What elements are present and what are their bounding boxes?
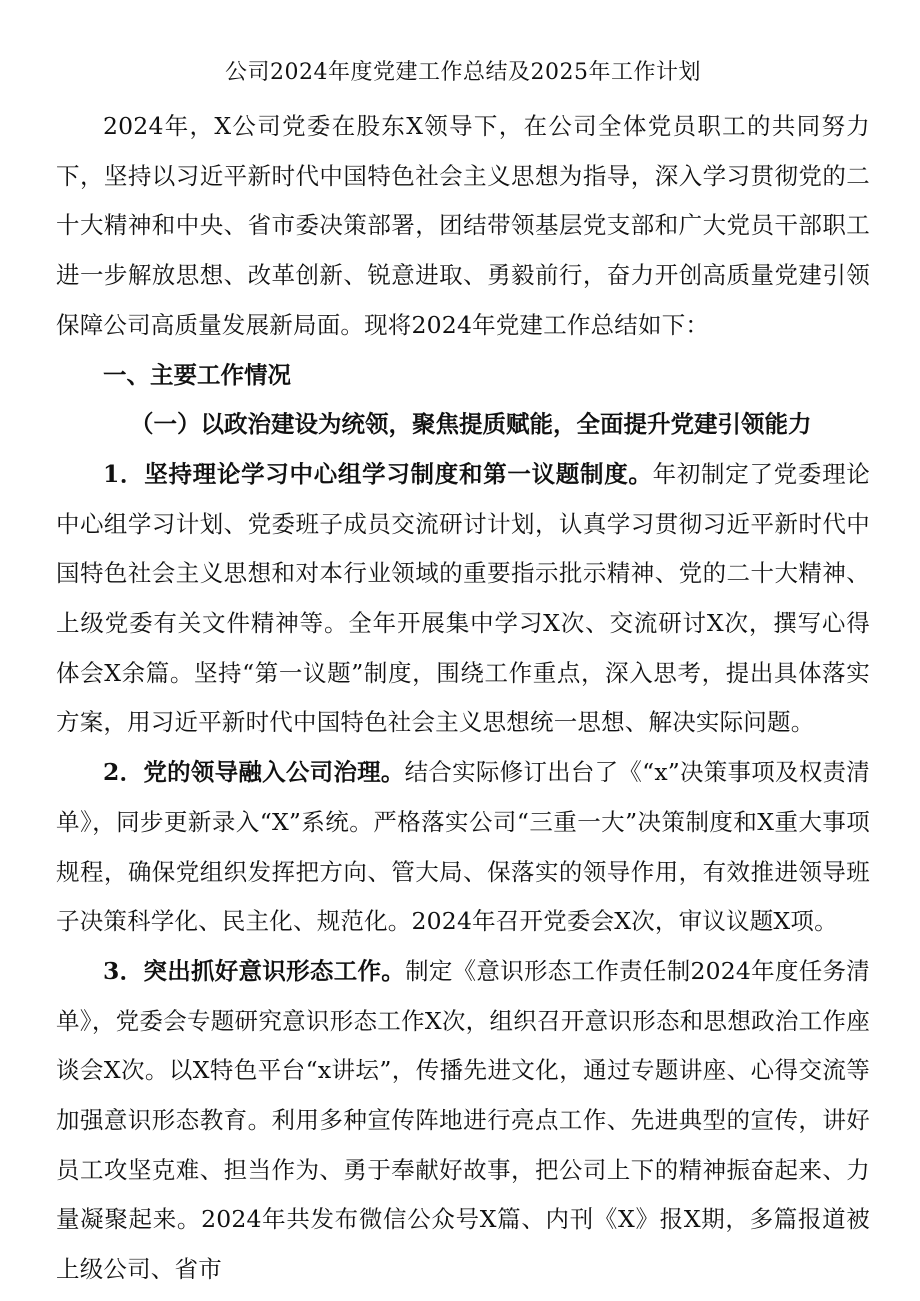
item-body-3: 制定《意识形态工作责任制2024年度任务清单》，党委会专题研究意识形态工作X次，组织召开意识形态和思想政治工作座谈会X次。以X特色平台“x讲坛”，传播先进文化，通过专题讲座、心得交流等加强意识形态教育。利用多种宣传阵地进行亮点工作、先进典型的宣传，讲好员工攻坚克难、担当作为、勇于奉献好故事，把公司上下的精神振奋起来、力量凝聚起来。2024年共发布微信公众号X篇、内刊《X》报X期，多篇报道被上级公司、省市: [56, 956, 871, 1284]
item-lead-3: 3．突出抓好意识形态工作。: [103, 956, 406, 985]
item-body-1: 年初制定了党委理论中心组学习计划、党委班子成员交流研讨计划，认真学习贯彻习近平新时代中国特色社会主义思想和对本行业领域的重要指示批示精神、党的二十大精神、上级党委有关文件精神等。全年开展集中学习X次、交流研讨X次，撰写心得体会X余篇。坚持“第一议题”制度，围绕工作重点，深入思考，提出具体落实方案，用习近平新时代中国特色社会主义思想统一思想、解决实际问题。: [56, 459, 870, 737]
item-paragraph-1: [56, 450, 870, 748]
item-paragraph-2: [56, 748, 870, 947]
section-heading: 一、主要工作情况: [103, 360, 291, 389]
item-lead-2: 2．党的领导融入公司治理。: [103, 758, 405, 787]
intro-paragraph: 2024年，X公司党委在股东X领导下，在公司全体党员职工的共同努力下，坚持以习近平新时代中国特色社会主义思想为指导，深入学习贯彻党的二十大精神和中央、省市委决策部署，团结带领基层党支部和广大党员干部职工进一步解放思想、改革创新、锐意进取、勇毅前行，奋力开创高质量党建引领保障公司高质量发展新局面。现将2024年党建工作总结如下：: [56, 112, 870, 339]
item-lead-1: 1．坚持理论学习中心组学习制度和第一议题制度。: [103, 459, 653, 488]
document-title: 公司2024年度党建工作总结及2025年工作计划: [225, 60, 701, 85]
item-paragraph-3: [56, 947, 870, 1295]
item-body-2: 结合实际修订出台了《“x”决策事项及权责清单》，同步更新录入“X”系统。严格落实公司“三重一大”决策制度和X重大事项规程，确保党组织发挥把方向、管大局、保落实的领导作用，有效推进领导班子决策科学化、民主化、规范化。2024年召开党委会X次，审议议题X项。: [56, 758, 870, 936]
subsection-heading: （一）以政治建设为统领，聚焦提质赋能，全面提升党建引领能力: [130, 410, 812, 439]
